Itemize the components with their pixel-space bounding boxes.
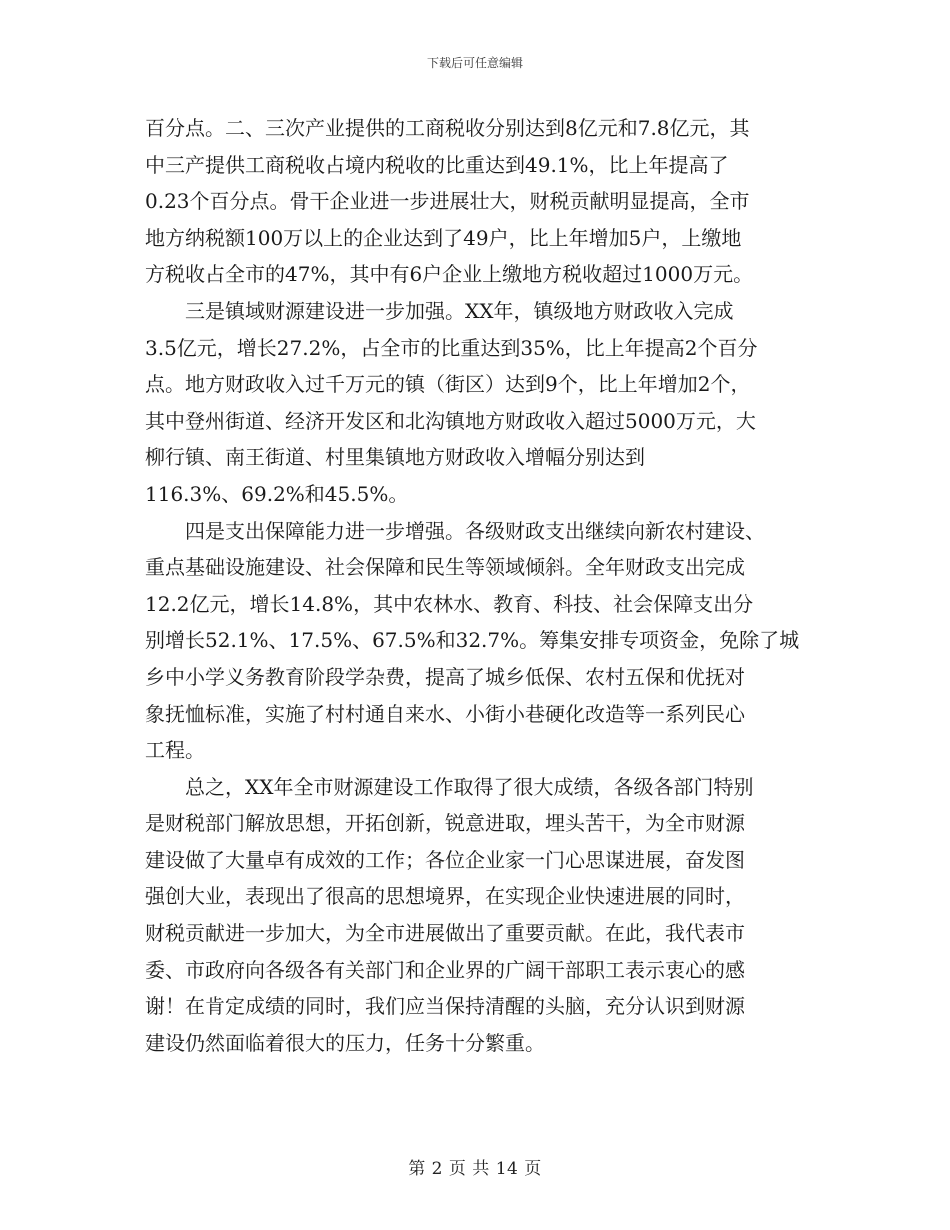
document-body (145, 110, 810, 1061)
text-line: 0.23个百分点。骨干企业进一步进展壮大，财税贡献明显提高，全市 (145, 189, 750, 214)
text-line: 中三产提供工商税收占境内税收的比重达到49.1%，比上年提高了 (145, 152, 729, 177)
text-line: 百分点。二、三次产业提供的工商税收分别达到8亿元和7.8亿元，其 (145, 116, 750, 140)
text-line: 是财税部门解放思想，开拓创新，锐意进取，埋头苦干，为全市财源 (145, 811, 745, 836)
text-line: 3.5亿元，增长27.2%，占全市的比重达到35%，比上年提高2个百分 (145, 335, 758, 360)
page-footer: 第 2 页 共 14 页 (408, 1159, 542, 1179)
text-line: 别增长52.1%、17.5%、67.5%和32.7%。筹集安排专项资金，免除了城 (145, 628, 800, 653)
text-line: 地方纳税额100万以上的企业达到了49户，比上年增加5户，上缴地 (145, 225, 742, 250)
text-line: 三是镇域财源建设进一步加强。XX年，镇级地方财政收入完成 (145, 298, 734, 323)
text-line: 财税贡献进一步加大，为全市进展做出了重要贡献。在此，我代表市 (145, 921, 745, 946)
text-line: 强创大业，表现出了很高的思想境界，在实现企业快速进展的同时， (145, 884, 745, 909)
page-header: 下载后可任意编辑 (426, 56, 523, 70)
text-line: 委、市政府向各级各有关部门和企业界的广阔干部职工表示衷心的感 (145, 957, 745, 982)
text-line: 12.2亿元，增长14.8%，其中农林水、教育、科技、社会保障支出分 (145, 591, 754, 616)
text-line: 方税收占全市的47%，其中有6户企业上缴地方税收超过1000万元。 (145, 262, 754, 287)
text-line: 乡中小学义务教育阶段学杂费，提高了城乡低保、农村五保和优抚对 (145, 664, 745, 689)
text-line: 柳行镇、南王街道、村里集镇地方财政收入增幅分别达到 (145, 445, 645, 470)
text-line: 其中登州街道、经济开发区和北沟镇地方财政收入超过5000万元，大 (145, 408, 756, 433)
text-line: 工程。 (145, 738, 205, 763)
text-line: 四是支出保障能力进一步增强。各级财政支出继续向新农村建设、 (145, 518, 765, 543)
text-line: 象抚恤标准，实施了村村通自来水、小街小巷硬化改造等一系列民心 (145, 701, 745, 726)
text-line: 建设做了大量卓有成效的工作；各位企业家一门心思谋进展，奋发图 (145, 847, 745, 872)
text-line: 重点基础设施建设、社会保障和民生等领域倾斜。全年财政支出完成 (145, 555, 745, 580)
text-line: 建设仍然面临着很大的压力，任务十分繁重。 (145, 1030, 545, 1055)
text-line: 116.3%、69.2%和45.5%。 (145, 481, 409, 506)
text-line: 点。地方财政收入过千万元的镇（街区）达到9个，比上年增加2个， (145, 372, 751, 397)
text-line: 总之，XX年全市财源建设工作取得了很大成绩，各级各部门特别 (145, 774, 754, 799)
text-line: 谢！在肯定成绩的同时，我们应当保持清醒的头脑，充分认识到财源 (145, 994, 745, 1019)
